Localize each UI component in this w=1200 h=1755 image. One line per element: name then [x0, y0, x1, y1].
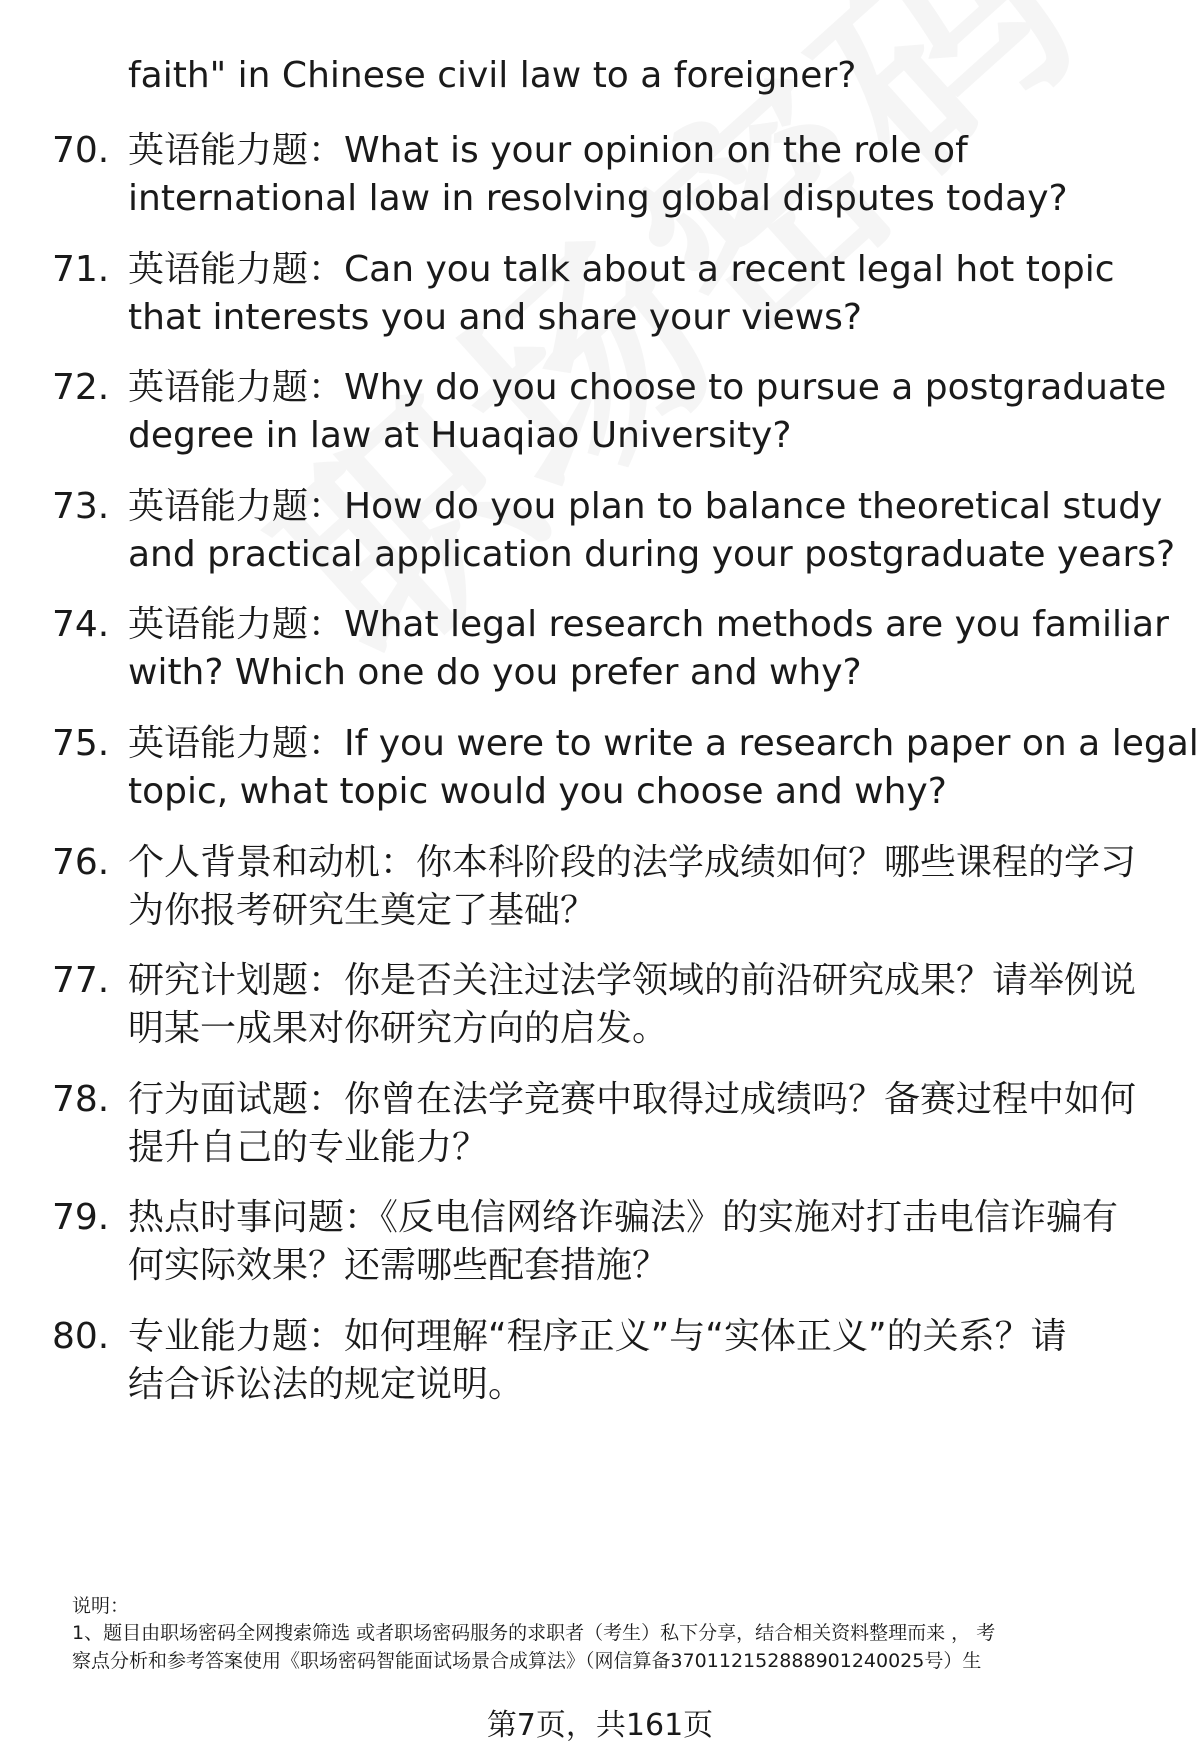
question-number: 70. [52, 130, 110, 171]
question-text: degree in law at Huaqiao University? [128, 415, 792, 456]
list-item [0, 483, 1200, 583]
question-text: 研究计划题：你是否关注过法学领域的前沿研究成果？请举例说 [128, 960, 1137, 1001]
list-item [0, 720, 1200, 820]
list-item [0, 1076, 1200, 1176]
question-number: 78. [52, 1079, 110, 1120]
question-text: 英语能力题：What legal research methods are you familiar [128, 604, 1169, 645]
list-item [0, 1313, 1200, 1413]
notes-text: 1、题目由职场密码全网搜索筛选 或者职场密码服务的求职者（考生）私下分享，结合相关资料整理而来 ， 考 [72, 1622, 996, 1644]
question-text: 个人背景和动机：你本科阶段的法学成绩如何？哪些课程的学习 [128, 842, 1137, 883]
list-item [0, 127, 1200, 227]
question-number: 76. [52, 842, 110, 883]
question-text: 英语能力题：How do you plan to balance theoretical study [128, 486, 1163, 527]
question-text: international law in resolving global disputes today? [128, 178, 1068, 219]
question-text: 明某一成果对你研究方向的启发。 [128, 1008, 669, 1049]
question-number: 74. [52, 604, 110, 645]
question-text: 英语能力题：What is your opinion on the role of [128, 130, 968, 171]
question-number: 77. [52, 960, 110, 1001]
question-text: 专业能力题：如何理解“程序正义”与“实体正义”的关系？请 [128, 1316, 1067, 1357]
question-text: 结合诉讼法的规定说明。 [128, 1364, 525, 1405]
list-item [0, 364, 1200, 464]
question-number: 72. [52, 367, 110, 408]
list-item [0, 1194, 1200, 1294]
question-text: 行为面试题：你曾在法学竞赛中取得过成绩吗？备赛过程中如何 [128, 1079, 1137, 1120]
question-text: that interests you and share your views? [128, 297, 863, 338]
question-number: 80. [52, 1316, 110, 1357]
question-text: 何实际效果？还需哪些配套措施？ [128, 1245, 669, 1286]
question-text: 热点时事问题：《反电信网络诈骗法》的实施对打击电信诈骗有 [128, 1197, 1119, 1238]
notes-heading: 说明： [72, 1595, 130, 1617]
list-item [0, 839, 1200, 939]
list-item [0, 957, 1200, 1057]
list-item [0, 246, 1200, 346]
question-text: with? Which one do you prefer and why? [128, 652, 862, 693]
continuation-text: faith" in Chinese civil law to a foreigner? [128, 55, 857, 96]
question-text: 提升自己的专业能力？ [128, 1127, 489, 1168]
question-text: 为你报考研究生奠定了基础？ [128, 890, 597, 931]
question-text: 英语能力题：If you were to write a research paper on a legal [128, 723, 1199, 764]
question-number: 79. [52, 1197, 110, 1238]
question-number: 75. [52, 723, 110, 764]
question-number: 71. [52, 249, 110, 290]
question-number: 73. [52, 486, 110, 527]
list-item [0, 601, 1200, 701]
page-number: 第7页，共161页 [486, 1708, 714, 1743]
question-text: 英语能力题：Can you talk about a recent legal hot topic [128, 249, 1115, 290]
notes-text: 察点分析和参考答案使用《职场密码智能面试场景合成算法》（网信算备370112152888901240025号）生 [72, 1650, 982, 1672]
question-text: and practical application during your postgraduate years? [128, 534, 1176, 575]
question-text: 英语能力题：Why do you choose to pursue a postgraduate [128, 367, 1167, 408]
question-text: topic, what topic would you choose and why? [128, 771, 947, 812]
